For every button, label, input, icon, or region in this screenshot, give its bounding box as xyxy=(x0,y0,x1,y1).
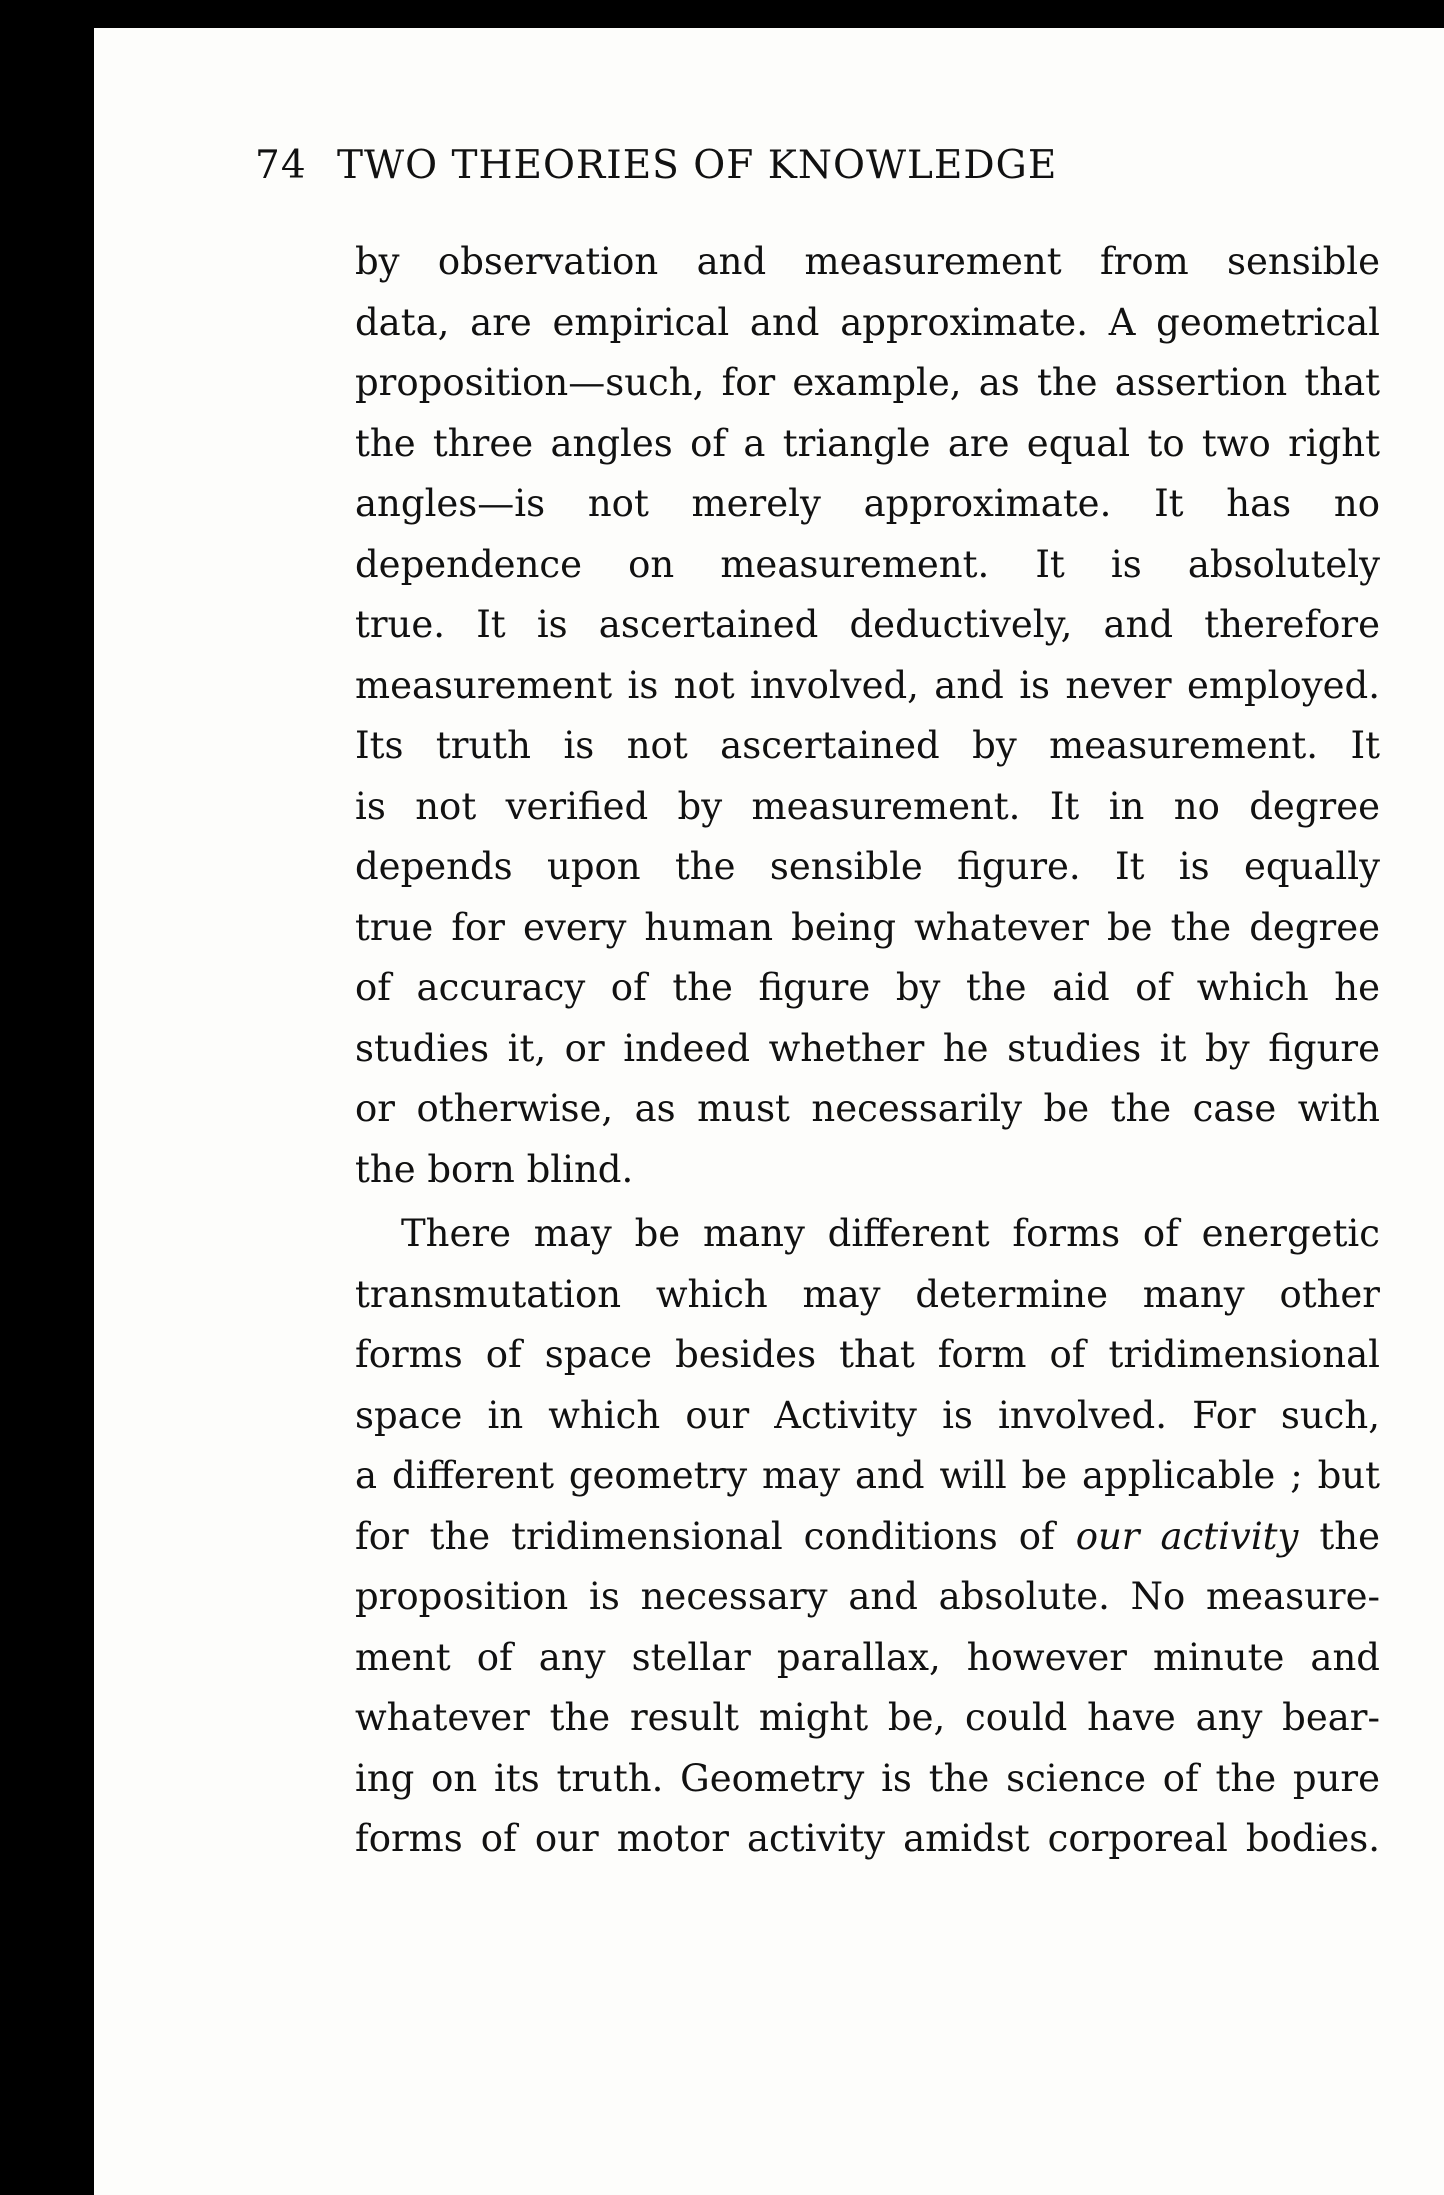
text-line: by observation and measurement from sensible xyxy=(355,240,1380,283)
text-line: or otherwise, as must necessarily be the case with xyxy=(355,1087,1380,1130)
text-line: Its truth is not ascertained by measurement. It xyxy=(355,724,1380,767)
text-line: forms of our motor activity amidst corporeal bodies. xyxy=(355,1817,1380,1860)
paragraph-1 xyxy=(355,232,1380,1200)
body-text xyxy=(355,232,1380,1870)
text-line: transmutation which may determine many other xyxy=(355,1272,1380,1316)
text-line: true for every human being whatever be the degree xyxy=(355,905,1380,949)
text-line: depends upon the sensible figure. It is equally xyxy=(355,845,1380,888)
text-line: the three angles of a triangle are equal to two right xyxy=(355,421,1380,465)
text-line: studies it, or indeed whether he studies it by figure xyxy=(355,1026,1380,1070)
running-header xyxy=(255,143,1255,188)
text-line: a different geometry may and will be applicable ; but xyxy=(355,1454,1380,1497)
text-line: There may be many different forms of energetic xyxy=(401,1212,1380,1255)
text-line: forms of space besides that form of tridimensional xyxy=(355,1333,1380,1376)
text-line: space in which our Activity is involved. For such, xyxy=(355,1393,1380,1437)
running-title: TWO THEORIES OF KNOWLEDGE xyxy=(337,143,1058,188)
text-line: data, are empirical and approximate. A geometrical xyxy=(355,300,1380,344)
line-text-before: for the tridimensional conditions of xyxy=(355,1514,1055,1558)
paragraph-2 xyxy=(355,1204,1380,1870)
text-line: ing on its truth. Geometry is the science of the pure xyxy=(355,1756,1380,1800)
text-line: measurement is not involved, and is never employed. xyxy=(355,663,1380,707)
page-number: 74 xyxy=(255,143,307,188)
line-text-after: the xyxy=(1319,1514,1381,1558)
text-line: of accuracy of the figure by the aid of which he xyxy=(355,966,1380,1009)
text-line: dependence on measurement. It is absolutely xyxy=(355,542,1380,586)
text-line: whatever the result might be, could have any bear- xyxy=(355,1696,1380,1739)
text-line: is not verified by measurement. It in no degree xyxy=(355,784,1380,828)
text-line: the born blind. xyxy=(355,1147,634,1191)
text-line: true. It is ascertained deductively, and therefore xyxy=(355,603,1380,646)
text-line-with-italic xyxy=(355,1507,1380,1568)
text-line: proposition—such, for example, as the assertion that xyxy=(355,361,1380,404)
text-line: ment of any stellar parallax, however minute and xyxy=(355,1635,1380,1679)
text-line: angles—is not merely approximate. It has no xyxy=(355,482,1380,525)
italic-phrase: our activity xyxy=(1075,1514,1299,1558)
text-line: proposition is necessary and absolute. No measure- xyxy=(355,1575,1380,1618)
